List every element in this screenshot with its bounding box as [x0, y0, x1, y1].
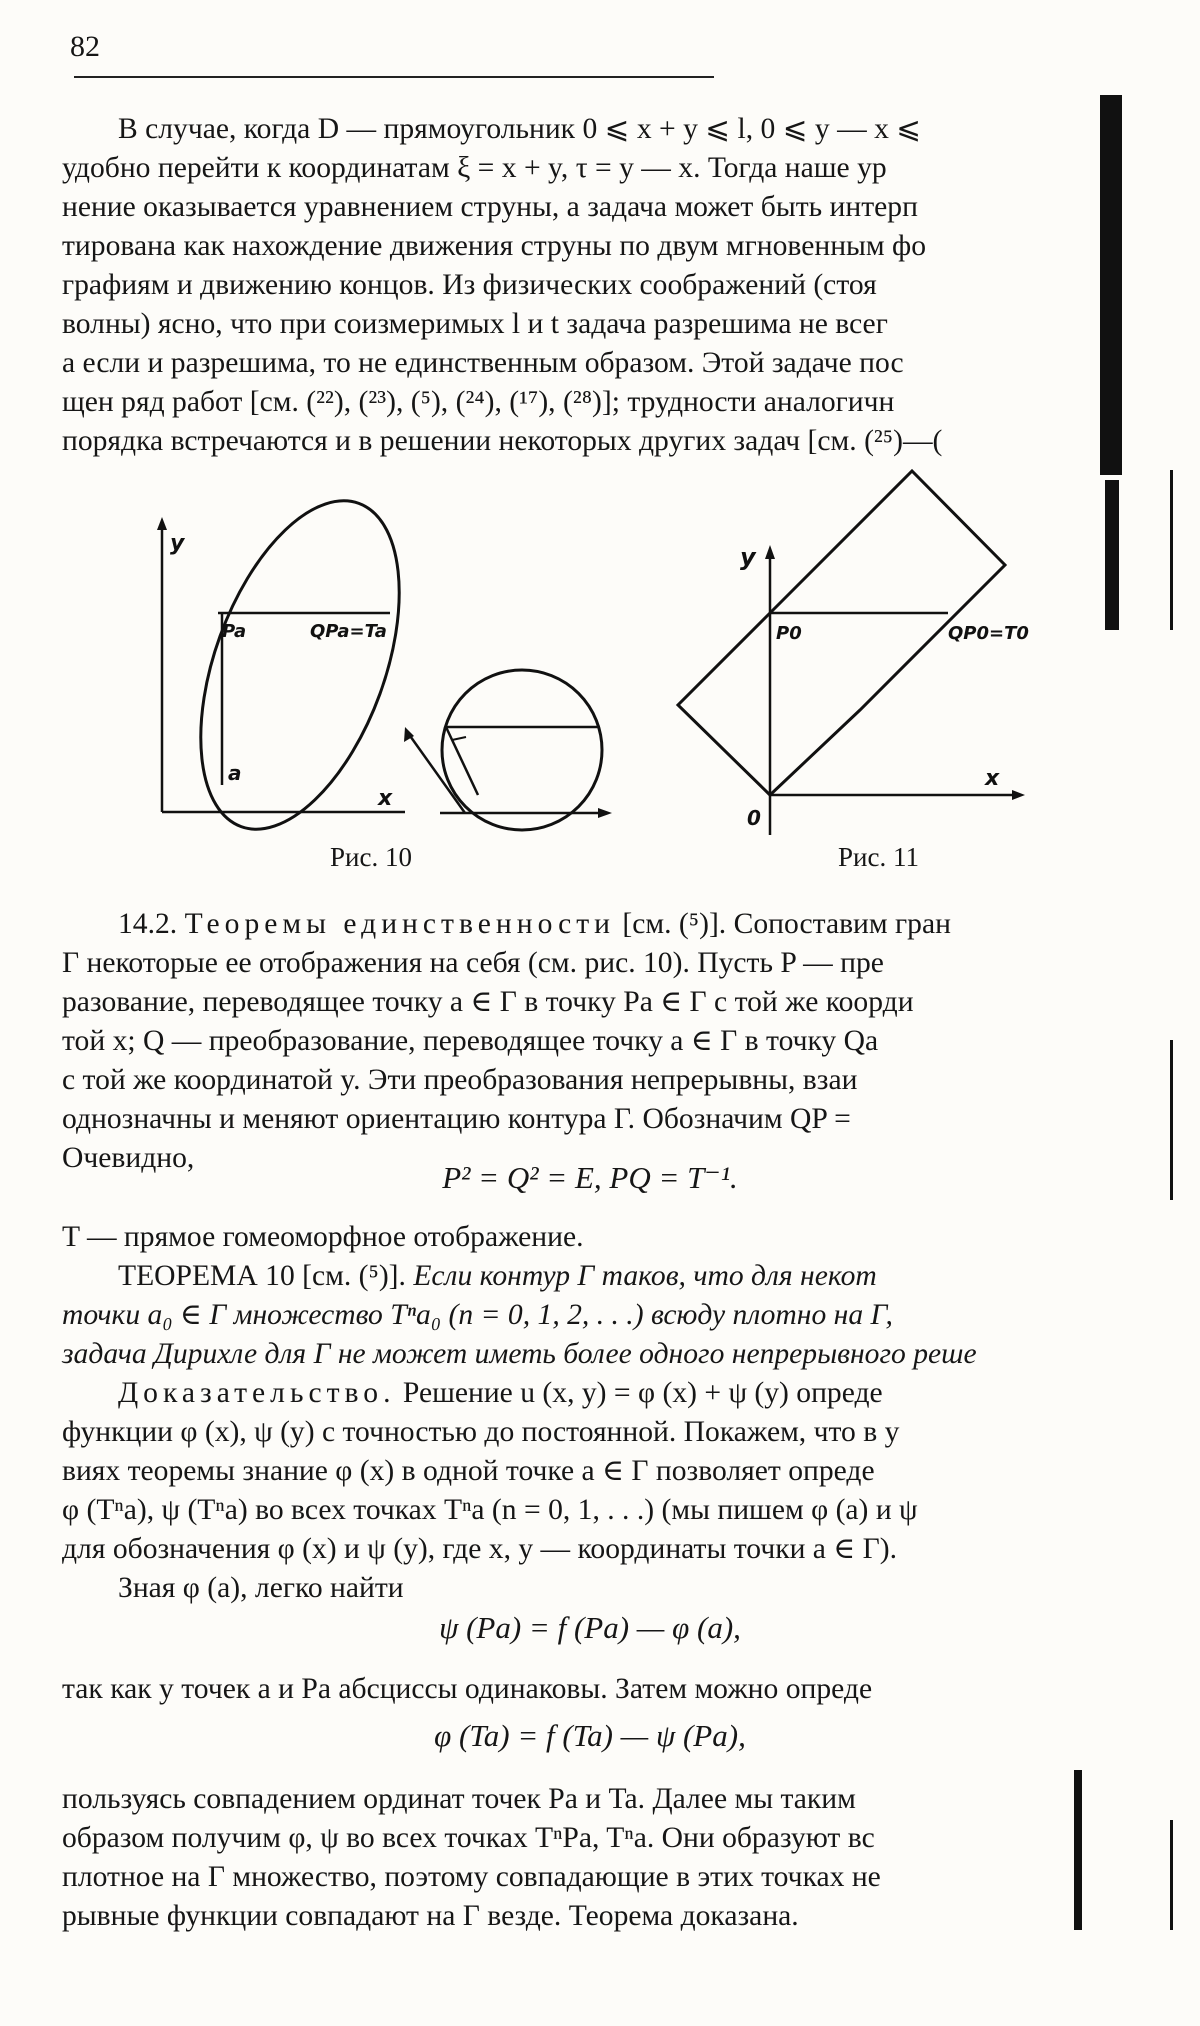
text-line: пользуясь совпадением ординат точек Pa и Ta. Далее мы таким [62, 1783, 856, 1815]
scan-edge-shadow [1100, 95, 1122, 475]
formula-pq: P² = Q² = E, PQ = T⁻¹. [442, 1160, 738, 1195]
section-title: Теоремы единственности [184, 908, 616, 940]
text-line: T — прямое гомеоморфное отображение. [62, 1221, 584, 1253]
fig11-y-arrow [765, 545, 775, 559]
theorem-block [62, 1218, 1092, 1608]
text-line: удобно перейти к координатам ξ = x + y, τ = y — x. Тогда наше ур [62, 152, 887, 184]
paragraph-intro [62, 110, 1092, 461]
scan-edge-mark [1170, 1040, 1173, 1200]
theorem-text: Если контур Г таков, что для некот [405, 1260, 877, 1292]
text-line: с той же координатой y. Эти преобразования непрерывны, взаи [62, 1064, 858, 1096]
fig11-label-x: x [985, 766, 1000, 791]
fig10-label-pa: Pa [222, 621, 247, 642]
theorem-text: задача Дирихле для Г не может иметь более одного непрерывного реше [62, 1338, 977, 1370]
figure-10-caption: Рис. 10 [330, 842, 412, 872]
fig11-x-arrow [1012, 790, 1025, 800]
text-line: однозначны и меняют ориентацию контура Г. Обозначим QP = [62, 1103, 851, 1135]
scan-edge-shadow [1074, 1770, 1082, 1930]
fig10-label-qpa: QPa=Ta [310, 621, 387, 642]
fig10-label-x: x [378, 786, 393, 811]
scan-edge-mark [1170, 1820, 1173, 1930]
formula-phi: φ (Ta) = f (Ta) — ψ (Pa), [434, 1718, 746, 1753]
text-line: графиям и движению концов. Из физических соображений (стоя [62, 269, 877, 301]
figures-area [0, 455, 1120, 875]
between-formulas [62, 1670, 1092, 1709]
fig11-label-y: y [740, 543, 756, 571]
text-line: плотное на Г множество, поэтому совпадающие в этих точках не [62, 1861, 881, 1893]
text-line: Зная φ (a), легко найти [118, 1572, 404, 1604]
text-line: φ (Tⁿa), ψ (Tⁿa) во всех точках Tⁿa (n = 0, 1, . . .) (мы пишем φ (a) и ψ [62, 1494, 918, 1526]
fig10-contour [161, 474, 438, 855]
text-line: разование, переводящее точку a ∈ Г в точку Pa ∈ Г с той же коорди [62, 986, 914, 1018]
fig10-right-axis-arrow [598, 808, 612, 818]
text-line: Решение u (x, y) = φ (x) + ψ (y) опреде [395, 1377, 883, 1409]
final-paragraph [62, 1780, 1092, 1936]
text-line: виях теоремы знание φ (x) в одной точке a ∈ Г позволяет опреде [62, 1455, 875, 1487]
text-line: Очевидно, [62, 1142, 195, 1174]
text-line: Г некоторые ее отображения на себя (см. рис. 10). Пусть P — пре [62, 947, 884, 979]
text-line: той x; Q — преобразование, переводящее точку a ∈ Г в точку Qa [62, 1025, 879, 1057]
fig10-label-a: a [228, 761, 242, 785]
text-line: В случае, когда D — прямоугольник 0 ⩽ x + y ⩽ l, 0 ⩽ y — x ⩽ [118, 113, 922, 145]
text-line: функции φ (x), ψ (y) с точностью до постоянной. Покажем, что в у [62, 1416, 900, 1448]
fig10-circle [442, 670, 602, 830]
text-line: для обозначения φ (x) и ψ (y), где x, y — координаты точки a ∈ Г). [62, 1533, 898, 1565]
formula-psi: ψ (Pa) = f (Pa) — φ (a), [439, 1610, 741, 1645]
header-rule [74, 76, 714, 78]
fig11-label-origin: 0 [747, 806, 761, 830]
figure-11-caption: Рис. 11 [838, 842, 919, 872]
fig10-arrow-line [408, 733, 465, 813]
text-line: образом получим φ, ψ во всех точках TⁿPa, Tⁿa. Они образуют вс [62, 1822, 875, 1854]
text-line: тирована как нахождение движения струны по двум мгновенным фо [62, 230, 927, 262]
figure-11 [678, 471, 1029, 835]
text-line: [см. (⁵)]. Сопоставим гран [615, 908, 951, 940]
page-number: 82 [70, 30, 100, 63]
text-line: щен ряд работ [см. (²²), (²³), (⁵), (²⁴), (¹⁷), (²⁸)]; трудности аналогичн [62, 386, 895, 418]
text-line: а если и разрешима, то не единственным образом. Этой задаче пос [62, 347, 904, 379]
fig10-label-y: y [170, 531, 185, 556]
section-14-2 [62, 905, 1092, 1178]
fig10-y-arrow [157, 517, 167, 530]
scan-edge-shadow [1105, 480, 1119, 630]
text-line: порядка встречаются и в решении некоторых других задач [см. (²⁵)—( [62, 425, 943, 457]
text-line: нение оказывается уравнением струны, а задача может быть интерп [62, 191, 918, 223]
figure-10 [157, 474, 612, 855]
fig11-label-p0: P0 [776, 623, 802, 644]
text-line: волны) ясно, что при соизмеримых l и t задача разрешима не всег [62, 308, 888, 340]
text-line: рывные функции совпадают на Г везде. Теорема доказана. [62, 1900, 799, 1932]
fig11-label-qp0: QP0=T0 [948, 623, 1029, 644]
proof-head: Доказательство. [118, 1377, 396, 1409]
section-number: 14.2. [118, 908, 178, 940]
scan-edge-mark [1170, 470, 1173, 630]
theorem-text: точки a₀ ∈ Г множество Tⁿa₀ (n = 0, 1, 2, . . .) всюду плотно на Г, [62, 1299, 893, 1331]
fig10-angle-mark [452, 737, 466, 740]
text-line: так как у точек a и Pa абсциссы одинаковы. Затем можно опреде [62, 1673, 873, 1705]
theorem-head: ТЕОРЕМА 10 [см. (⁵)]. [118, 1260, 406, 1292]
